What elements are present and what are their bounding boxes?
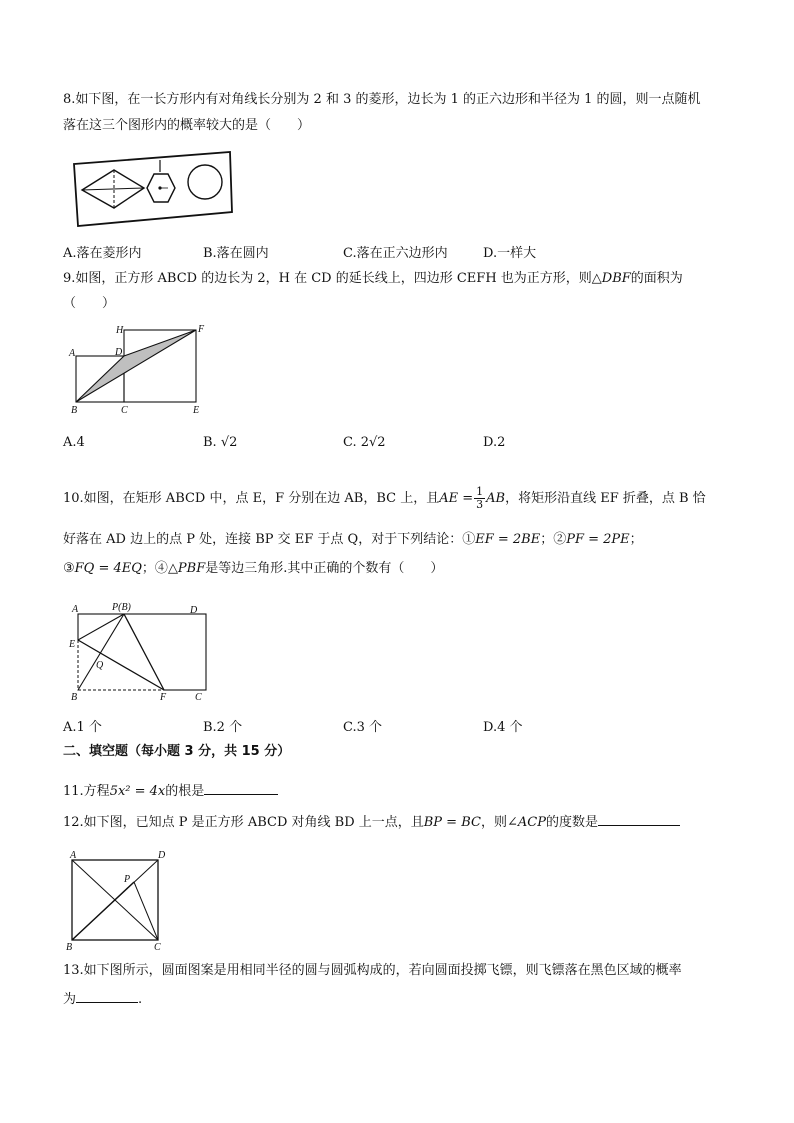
q10-label-f: F <box>160 692 167 703</box>
q8-figure <box>72 148 234 228</box>
q10-eq-left: AE = <box>439 491 474 506</box>
q10-segment-pe <box>78 614 124 640</box>
q10-label-b: B <box>71 692 78 703</box>
q8-option-a: A.落在菱形内 <box>63 246 142 261</box>
q8-option-c: C.落在正六边形内 <box>343 246 448 261</box>
q10-option-b: B.2 个 <box>203 720 243 735</box>
q8-line-2: 落在这三个图形内的概率较大的是（ ） <box>63 118 311 133</box>
q11-prefix: 11.方程 <box>63 784 110 799</box>
q9-label-c: C <box>121 405 128 416</box>
q9-text-a: 9.如图，正方形 ABCD 的边长为 2，H 在 CD 的延长线上，四边形 CEFH 也为正方形，则 <box>63 271 592 286</box>
q10-sep-2: ； <box>629 532 643 547</box>
q8-line-1: 8.如下图，在一长方形内有对角线长分别为 2 和 3 的菱形，边长为 1 的正六边形和半径为 1 的圆，则一点随机 <box>63 92 701 107</box>
q9-line-2: （ ） <box>63 296 116 311</box>
q10-label-q: Q <box>96 660 104 671</box>
q12-label-a: A <box>70 850 77 861</box>
q10-conclusion-4: △PBF <box>167 561 206 576</box>
q10-frac-den: 3 <box>476 498 484 511</box>
q9-label-f: F <box>198 324 205 335</box>
q12-segment-bp <box>72 882 134 940</box>
q13-prefix: 为 <box>63 992 77 1007</box>
q10-label-e: E <box>69 639 76 650</box>
q10-text-d: ③ <box>63 561 75 576</box>
q9-label-d: D <box>115 347 123 358</box>
q10-line-3 <box>63 560 443 578</box>
q12-prefix: 12.如下图，已知点 P 是正方形 ABCD 对角线 BD 上一点，且 <box>63 815 424 830</box>
q10-label-c: C <box>195 692 202 703</box>
q8-rhombus <box>82 170 144 208</box>
q10-text-e: ；④ <box>141 561 168 576</box>
q12-label-c: C <box>154 942 161 953</box>
q12-label-p: P <box>124 874 131 885</box>
q10-label-d: D <box>190 605 198 616</box>
q10-text-f: 是等边三角形.其中正确的个数有（ ） <box>205 561 444 576</box>
q10-text-b: ，将矩形沿直线 EF 折叠，点 B 恰 <box>505 491 706 506</box>
q9-label-a: A <box>69 348 76 359</box>
q10-line-1 <box>63 486 706 511</box>
q10-conclusion-2: PF = 2PE <box>566 532 630 547</box>
q10-text-a: 10.如图，在矩形 ABCD 中，点 E，F 分别在边 AB，BC 上，且 <box>63 491 440 506</box>
q13-line-2 <box>63 988 142 1009</box>
q10-frac-num: 1 <box>476 485 484 498</box>
q10-sep-1: ；② <box>540 532 567 547</box>
q10-eq-right: AB <box>486 491 506 506</box>
q10-rectangle <box>78 614 206 690</box>
q8-option-d: D.一样大 <box>483 246 537 261</box>
q12-label-b: B <box>66 942 73 953</box>
q12-suffix: 的度数是 <box>545 815 598 830</box>
q12-answer-blank[interactable] <box>598 811 680 826</box>
q10-label-pb: P(B) <box>112 602 131 613</box>
q9-text-b: 的面积为 <box>630 271 683 286</box>
q9-line-1 <box>63 270 683 288</box>
q10-segment-bp <box>78 614 124 690</box>
q11-suffix: 的根是 <box>165 784 205 799</box>
q8-hexagon <box>147 160 175 202</box>
q13-line-1: 13.如下图所示，圆面图案是用相同半径的圆与圆弧构成的，若向圆面投掷飞镖，则飞镖落在黑色区域的概率 <box>63 963 682 978</box>
q8-circle <box>188 165 222 199</box>
q9-label-h: H <box>116 325 124 336</box>
q10-option-a: A.1 个 <box>63 720 102 735</box>
q9-option-d: D.2 <box>483 435 506 450</box>
q10-conclusion-1: EF = 2BE <box>475 532 541 547</box>
q12-line <box>63 811 680 832</box>
q10-option-c: C.3 个 <box>343 720 383 735</box>
q12-segment-pc <box>134 882 158 940</box>
q9-shaded-triangle <box>76 330 196 402</box>
q8-option-b: B.落在圆内 <box>203 246 269 261</box>
q9-label-e: E <box>193 405 200 416</box>
section-title-fill-in: 二、填空题（每小题 3 分，共 15 分） <box>63 744 291 759</box>
q12-eq-1: BP = BC <box>423 815 481 830</box>
q10-figure <box>68 600 218 706</box>
q13-suffix: . <box>138 992 143 1007</box>
q10-fraction <box>474 486 485 511</box>
q11-line <box>63 780 278 801</box>
q10-text-c: 好落在 AD 边上的点 P 处，连接 BP 交 EF 于点 Q，对于下列结论：① <box>63 532 476 547</box>
q9-option-b: B. √2 <box>203 435 238 450</box>
q10-conclusion-3: FQ = 4EQ <box>74 561 142 576</box>
q9-label-b: B <box>71 405 78 416</box>
q10-option-d: D.4 个 <box>483 720 523 735</box>
q9-triangle-dbf: △DBF <box>591 271 631 286</box>
q11-answer-blank[interactable] <box>204 780 278 795</box>
q11-equation: 5x² = 4x <box>109 784 166 799</box>
q12-mid: ，则 <box>480 815 507 830</box>
q9-figure <box>68 322 208 414</box>
q10-label-a: A <box>72 604 79 615</box>
q9-option-a: A.4 <box>63 435 85 450</box>
q10-line-2 <box>63 531 643 549</box>
q9-option-c: C. 2√2 <box>343 435 386 450</box>
q12-figure <box>64 846 174 952</box>
q12-label-d: D <box>158 850 166 861</box>
q13-answer-blank[interactable] <box>76 988 138 1003</box>
q12-eq-2: ∠ACP <box>506 815 546 830</box>
